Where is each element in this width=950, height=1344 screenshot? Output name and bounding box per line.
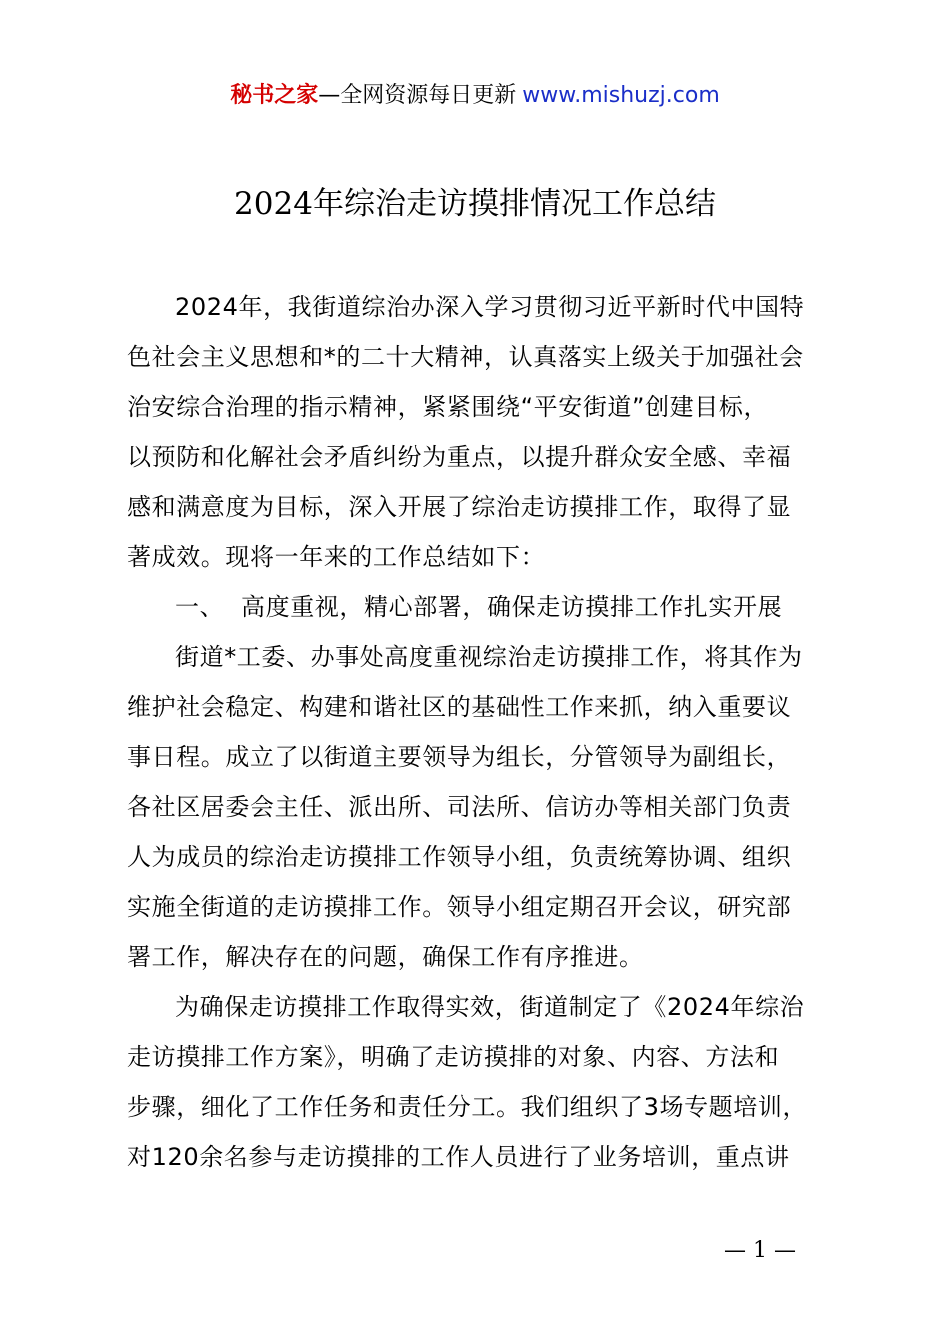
body-line: 走访摸排工作方案》，明确了走访摸排的对象、内容、方法和: [127, 1043, 780, 1071]
body-line: 事日程。成立了以街道主要领导为组长，分管领导为副组长，: [127, 743, 792, 771]
body-line: 人为成员的综治走访摸排工作领导小组，负责统筹协调、组织: [127, 843, 792, 871]
section-number: 一、: [175, 593, 225, 621]
body-line: 著成效。现将一年来的工作总结如下：: [127, 543, 546, 571]
body-line: 治安综合治理的指示精神，紧紧围绕“平安街道”创建目标，: [127, 393, 769, 421]
body-line: 色社会主义思想和*的二十大精神，认真落实上级关于加强社会: [127, 343, 804, 371]
body-line: 街道*工委、办事处高度重视综治走访摸排工作，将其作为: [175, 643, 803, 671]
body-line: 署工作，解决存在的问题，确保工作有序推进。: [127, 943, 644, 971]
site-banner: [0, 80, 950, 112]
body-line: 维护社会稳定、构建和谐社区的基础性工作来抓，纳入重要议: [127, 693, 792, 721]
banner-slogan: —全网资源每日更新: [318, 83, 517, 108]
page-number: — 1 —: [724, 1238, 796, 1263]
body-line: 为确保走访摸排工作取得实效，街道制定了《2024年综治: [175, 993, 805, 1021]
section-heading-text: 高度重视，精心部署，确保走访摸排工作扎实开展: [241, 593, 783, 621]
section-heading: [127, 582, 852, 632]
body-line: 感和满意度为目标，深入开展了综治走访摸排工作，取得了显: [127, 493, 792, 521]
body-line: 各社区居委会主任、派出所、司法所、信访办等相关部门负责: [127, 793, 792, 821]
document-title: 2024年综治走访摸排情况工作总结: [234, 186, 716, 222]
body-line: 2024年，我街道综治办深入学习贯彻习近平新时代中国特: [175, 293, 805, 321]
body-line: 对120余名参与走访摸排的工作人员进行了业务培训，重点讲: [127, 1143, 790, 1171]
body-line: 以预防和化解社会矛盾纠纷为重点，以提升群众安全感、幸福: [127, 443, 792, 471]
body-line: 步骤，细化了工作任务和责任分工。我们组织了3场专题培训，: [127, 1093, 808, 1121]
site-url-link[interactable]: www.mishuzj.com: [522, 83, 720, 108]
body-line: 实施全街道的走访摸排工作。领导小组定期召开会议，研究部: [127, 893, 792, 921]
document-body: [127, 282, 852, 1182]
brand-name: 秘书之家: [230, 83, 319, 108]
